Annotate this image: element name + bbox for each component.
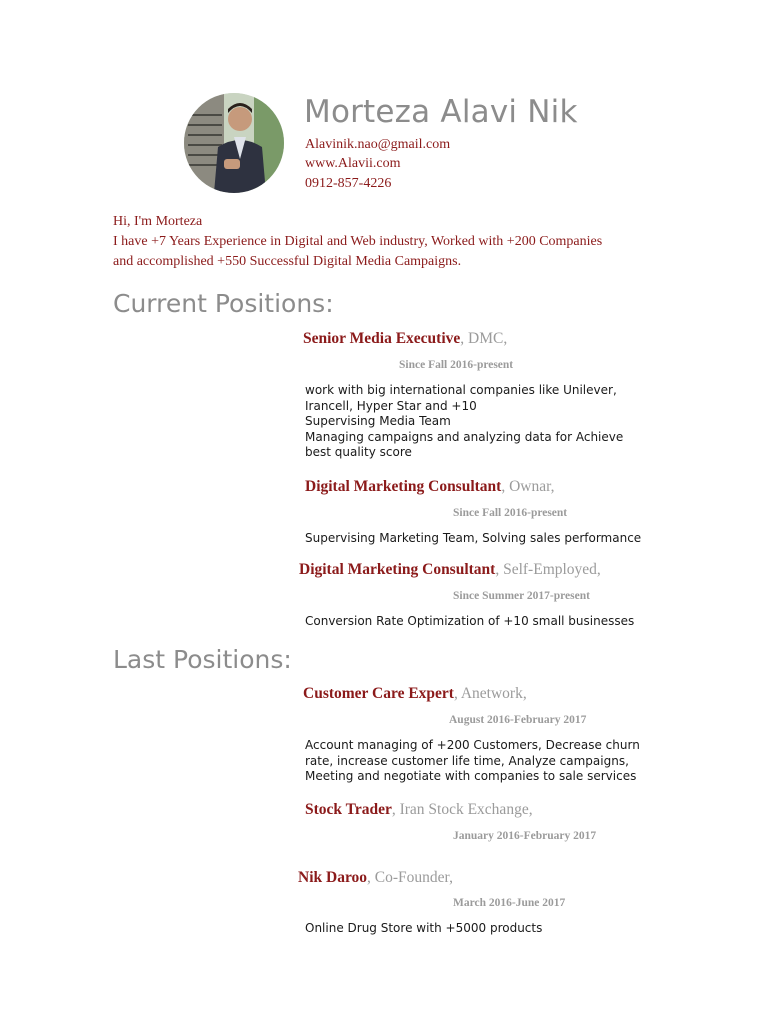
job-date: January 2016-February 2017 [453, 830, 597, 842]
job-title-line [305, 801, 533, 819]
job-title-line [305, 478, 555, 496]
website-link[interactable]: www.Alavii.com [305, 156, 401, 171]
job-date: Since Fall 2016-present [399, 359, 514, 371]
description-line: Supervising Marketing Team, Solving sales performance [305, 531, 642, 545]
job-organization: , Ownar, [501, 478, 555, 495]
description-line: rate, increase customer life time, Analyze campaigns, [305, 753, 629, 768]
intro-greeting: Hi, I'm Morteza [113, 214, 203, 229]
job-date: Since Fall 2016-present [453, 507, 568, 519]
job-description [305, 383, 623, 461]
job-role: Stock Trader [305, 801, 392, 818]
job-organization: , Anetwork, [453, 685, 527, 702]
description-line: Account managing of +200 Customers, Decrease churn [305, 738, 640, 752]
description-line: best quality score [305, 445, 412, 459]
description-line: Managing campaigns and analyzing data for Achieve [305, 429, 624, 444]
job-title-line [303, 330, 507, 348]
last-positions-heading: Last Positions: [113, 645, 292, 674]
job-organization: , DMC, [460, 330, 508, 347]
job-title-line [299, 561, 601, 579]
job-role: Digital Marketing Consultant [299, 561, 496, 578]
job-description [305, 738, 640, 785]
description-line: Online Drug Store with +5000 products [305, 921, 543, 935]
current-positions-heading: Current Positions: [113, 289, 334, 318]
profile-photo [184, 93, 284, 193]
description-line: Meeting and negotiate with companies to sale services [305, 769, 637, 783]
description-line: work with big international companies like Unilever, [305, 383, 617, 397]
job-date: August 2016-February 2017 [449, 714, 587, 726]
job-date: Since Summer 2017-present [453, 590, 590, 602]
job-title-line [298, 869, 453, 887]
description-line: Supervising Media Team [305, 414, 451, 428]
job-organization: , Co-Founder, [367, 869, 453, 886]
job-role: Nik Daroo [298, 869, 368, 886]
description-line: Conversion Rate Optimization of +10 small businesses [305, 614, 635, 628]
job-role: Digital Marketing Consultant [305, 478, 502, 495]
job-title-line [303, 685, 527, 703]
job-organization: , Self-Employed, [495, 561, 601, 578]
job-organization: , Iran Stock Exchange, [391, 801, 533, 818]
email-link[interactable]: Alavinik.nao@gmail.com [305, 137, 451, 152]
intro-text-line: and accomplished +550 Successful Digital Media Campaigns. [113, 254, 462, 269]
person-name: Morteza Alavi Nik [304, 94, 578, 130]
intro-text-line: I have +7 Years Experience in Digital and Web industry, Worked with +200 Companies [113, 234, 603, 249]
job-role: Senior Media Executive [303, 330, 461, 347]
job-date: March 2016-June 2017 [453, 897, 566, 909]
job-description [305, 531, 641, 547]
phone-number: 0912-857-4226 [305, 176, 392, 191]
job-role: Customer Care Expert [303, 685, 454, 702]
job-description [305, 614, 634, 630]
job-description [305, 921, 542, 937]
description-line: Irancell, Hyper Star and +10 [305, 398, 477, 413]
